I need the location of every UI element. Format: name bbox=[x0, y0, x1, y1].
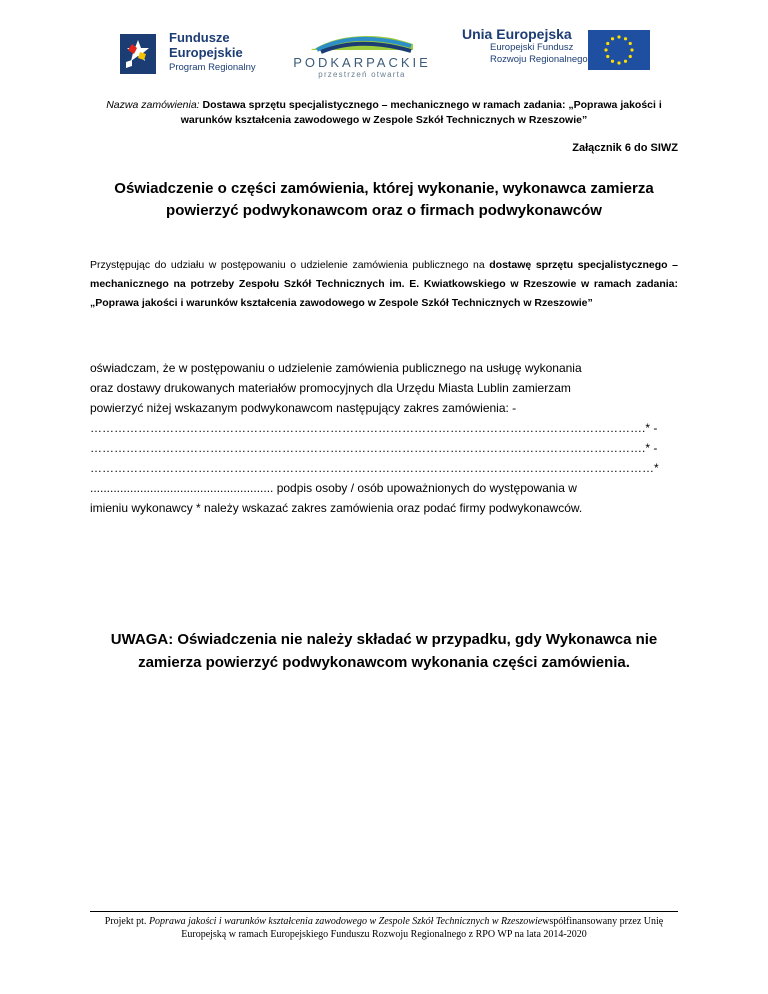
fundusze-europejskie-logo bbox=[118, 28, 268, 76]
declaration-fill-line: ………………………………………………………………………………………………………………………….* - bbox=[90, 441, 658, 455]
ue-title: Unia Europejska bbox=[462, 26, 572, 42]
signature-line: ....................................................... podpis osoby / osób upoważnionych do występowania w bbox=[90, 481, 577, 495]
footer-funding: współfinansowany przez Unię Europejską w ramach Europejskiego Funduszu Rozwoju Regionalnego z RPO WP na lata 2014-2020 bbox=[181, 916, 664, 940]
declaration-note: imieniu wykonawcy * należy wskazać zakres zamówienia oraz podać firmy podwykonawców. bbox=[90, 501, 583, 515]
eu-star-icon bbox=[606, 55, 609, 58]
eu-star-icon bbox=[606, 42, 609, 45]
podkarpackie-logo bbox=[284, 24, 440, 82]
order-label: Nazwa zamówienia: bbox=[106, 99, 200, 111]
order-name bbox=[90, 98, 678, 128]
intro-text: Przystępując do udziału w postępowaniu o udzielenie zamówienia publicznego na bbox=[90, 259, 490, 271]
ue-sub1: Europejski Fundusz bbox=[490, 42, 574, 53]
document-title: Oświadczenie o części zamówienia, której wykonanie, wykonawca zamierza powierzyć podwykonawcom oraz o firmach podwykonawców bbox=[114, 180, 654, 219]
declaration-line: powierzyć niżej wskazanym podwykonawcom następujący zakres zamówienia: - bbox=[90, 401, 517, 415]
ue-sub2: Rozwoju Regionalnego bbox=[490, 54, 588, 65]
declaration-line: oświadczam, że w postępowaniu o udzielenie zamówienia publicznego na usługę wykonania bbox=[90, 361, 582, 375]
eu-star-icon bbox=[611, 60, 614, 63]
podkarpackie-name: PODKARPACKIE bbox=[293, 55, 431, 70]
footer-divider bbox=[90, 911, 678, 912]
header-logos bbox=[0, 16, 768, 84]
page-footer bbox=[90, 915, 678, 941]
declaration-paragraph bbox=[90, 358, 678, 518]
fe-line3: Program Regionalny bbox=[169, 62, 256, 73]
eu-star-icon bbox=[630, 48, 633, 51]
declaration-fill-line: ……………………………………………………………………………………………………………………………* bbox=[90, 461, 659, 475]
eu-star-icon bbox=[629, 55, 632, 58]
footer-prefix: Projekt pt. bbox=[104, 916, 149, 927]
order-value: Dostawa sprzętu specjalistycznego – mechanicznego w ramach zadania: „Poprawa jakości i warunków kształcenia zawodowego w Zespole Szkół Technicznych w Rzeszowie” bbox=[180, 99, 662, 126]
annex-label: Załącznik 6 do SIWZ bbox=[572, 142, 678, 154]
eu-star-icon bbox=[617, 61, 620, 64]
fe-line1: Fundusze bbox=[169, 30, 230, 45]
warning-note: UWAGA: Oświadczenia nie należy składać w przypadku, gdy Wykonawca nie zamierza powierzyć podwykonawcom wykonania części zamówienia. bbox=[110, 631, 658, 671]
eu-star-icon bbox=[624, 60, 627, 63]
podkarpackie-hills-icon bbox=[307, 24, 417, 54]
eu-star-icon bbox=[604, 48, 607, 51]
declaration-line: oraz dostawy drukowanych materiałów promocyjnych dla Urzędu Miasta Lublin zamierzam bbox=[90, 381, 571, 395]
fe-line2: Europejskie bbox=[169, 45, 243, 60]
intro-bold-text: dostawę sprzętu specjalistycznego – mechanicznego na potrzeby Zespołu Szkół Technicznych im. E. Kwiatkowskiego w Rzeszowie w ramach zadania: „Poprawa jakości i warunków kształcenia zawodowego w Zespole Szkół Technicznych w Rzeszowie” bbox=[90, 259, 678, 309]
unia-europejska-logo bbox=[462, 26, 672, 76]
eu-star-icon bbox=[629, 42, 632, 45]
fundusze-europejskie-star-icon bbox=[118, 34, 162, 74]
declaration-fill-line: ………………………………………………………………………………………………………………………….* - bbox=[90, 421, 658, 435]
eu-star-icon bbox=[611, 37, 614, 40]
podkarpackie-tagline: przestrzeń otwarta bbox=[318, 70, 406, 79]
footer-project-title: Poprawa jakości i warunków kształcenia zawodowego w Zespole Szkół Technicznych w Rzeszowie bbox=[148, 916, 543, 927]
eu-flag-icon bbox=[588, 30, 650, 70]
intro-paragraph bbox=[90, 256, 678, 313]
eu-star-icon bbox=[617, 35, 620, 38]
eu-star-icon bbox=[624, 37, 627, 40]
